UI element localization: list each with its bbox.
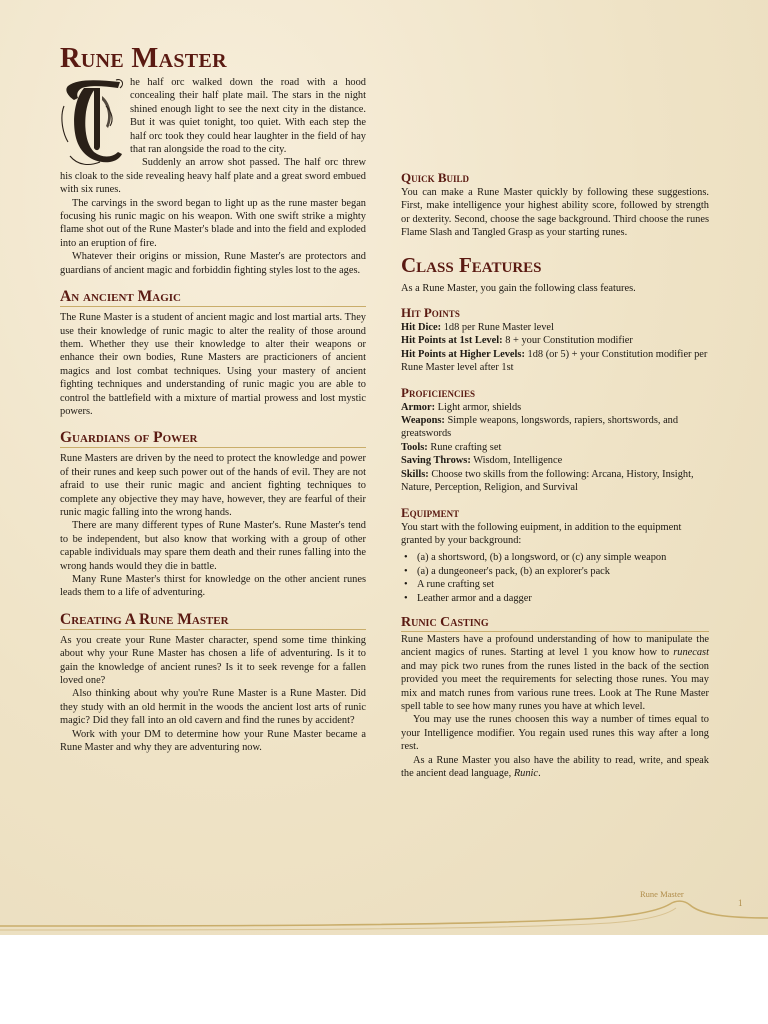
- saving-throws-line: [401, 454, 709, 467]
- equipment-item: • (a) a shortsword, (b) a longsword, or (c) any simple weapon: [415, 551, 709, 564]
- skills-value: Choose two skills from the following: Arcana, History, Insight, Nature, Perception, Religion, and Survival: [401, 468, 694, 494]
- heading-runic-casting: Runic Casting: [401, 616, 709, 632]
- skills-line: [401, 468, 709, 495]
- hit-points-higher-label: Hit Points at Higher Levels:: [401, 348, 525, 360]
- heading-equipment: Equipment: [401, 504, 460, 520]
- runic-language-term: Runic: [513, 768, 539, 779]
- heading-creating-a-rune-master: Creating A Rune Master: [60, 611, 366, 630]
- heading-ancient-magic: An ancient Magic: [60, 288, 366, 307]
- intro-paragraph-4: Whatever their origins or mission, Rune Master's are protectors and guardians of ancient magic and forbiddin fighting styles lost to the ages.: [60, 251, 366, 276]
- guardians-paragraph-1: Rune Masters are driven by the need to protect the knowledge and power of their runes and keep such power out of the hands of evil. They are not afraid to use their runic magic and ancient fighting techniques to complete any objective they may have, however, they are fearful of their runic magic falling into the wrong hands.: [60, 453, 366, 518]
- equipment-item: • (a) a dungeoneer's pack, (b) an explorer's pack: [415, 565, 709, 578]
- creating-paragraph-2: Also thinking about why you're Rune Master is a Rune Master. Did they study with an old hermit in the woods the ancient lost arts of runic magic? Did they fall into an old cavern and find the runes by accident?: [60, 688, 366, 727]
- runic-casting-paragraph-1: [401, 633, 709, 713]
- equipment-item: • A rune crafting set: [415, 578, 709, 591]
- guardians-paragraph-2: There are many different types of Rune Master's. Rune Master's tend to be independent, but also know that working with a group of other capable individuals may spare them death and their runes falling into the wrong hands would they die in battle.: [60, 520, 366, 572]
- right-column: [401, 171, 709, 780]
- tools-label: Tools:: [401, 441, 428, 453]
- hit-points-first-line: [401, 334, 709, 347]
- creating-paragraph-1: As you create your Rune Master character, spend some time thinking about why your Rune Master has chosen a life of adventuring. Is it to gain the knowledge of ancient runes? Is it to seek revenge for a fallen loved one?: [60, 634, 366, 687]
- guardians-paragraph-3: Many Rune Master's thirst for knowledge on the other ancient runes leads them to a life of adventuring.: [60, 574, 366, 599]
- skills-label: Skills:: [401, 468, 429, 480]
- left-column: [60, 44, 366, 754]
- runic-casting-paragraph-2: You may use the runes choosen this way a number of times equal to your Intelligence modifier. You regain used runes this way after a long rest.: [401, 714, 709, 753]
- runic-casting-text: Rune Masters have a profound understanding of how to manipulate the ancient magics of runes. Starting at level 1 you know how to: [401, 633, 709, 659]
- page-title: Rune Master: [60, 43, 227, 74]
- equipment-intro: You start with the following euipment, in addition to the equipment granted by your background:: [401, 521, 682, 546]
- intro-paragraph-2: Suddenly an arrow shot passed. The half orc threw his cloak to the side revealing heavy half plate and a great sword embued with six runes.: [60, 157, 366, 196]
- armor-label: Armor:: [401, 401, 436, 413]
- weapons-value: Simple weapons, longswords, rapiers, shortswords, and greatswords: [401, 415, 679, 440]
- hit-dice-line: [401, 321, 709, 334]
- heading-proficiencies: Proficiencies: [401, 384, 475, 400]
- heading-quick-build: Quick Build: [401, 170, 470, 185]
- runic-casting-text: .: [538, 768, 541, 779]
- saving-throws-value: Wisdom, Intelligence: [470, 455, 563, 467]
- hit-dice-value: 1d8 per Rune Master level: [441, 322, 554, 334]
- armor-value: Light armor, shields: [435, 401, 522, 413]
- runic-casting-text: As a Rune Master you also have the ability to read, write, and speak the ancient dead language,: [401, 754, 709, 779]
- equipment-item: • Leather armor and a dagger: [415, 592, 709, 605]
- heading-class-features: Class Features: [401, 252, 542, 277]
- ancient-magic-paragraph: The Rune Master is a student of ancient magic and lost martial arts. They use their knowledge of runic magic to alter the reality of those around them. Whether they use their knowledge to alter their weapons or enhance their own bodies, Rune Masters are practicioners of ancient magics and lost combat techniques. Using your mastery of ancient fighting techniques and understanding of runic magic you are able to control the battlefield with a mixture of martial prowess and lost mystic powers.: [60, 312, 366, 417]
- dropcap-letter-image: [60, 76, 126, 168]
- class-features-intro: As a Rune Master, you gain the following class features.: [401, 282, 636, 294]
- runecast-term: runecast: [673, 647, 709, 659]
- hit-points-first-label: Hit Points at 1st Level:: [401, 335, 503, 347]
- saving-throws-label: Saving Throws:: [401, 455, 471, 467]
- hit-points-higher-line: [401, 348, 709, 375]
- intro-paragraph-3: The carvings in the sword began to light up as the rune master began focusing his runic magic on his weapon. With one swift strike a mighty flame shot out of the Rune Master's blade and into the field and exploded into an eruption of fire.: [60, 197, 366, 249]
- footer-label: Rune Master: [640, 889, 684, 899]
- armor-line: [401, 401, 709, 414]
- quick-build-paragraph: You can make a Rune Master quickly by following these suggestions. First, make intelligence your highest ability score, followed by strength or dexterity. Second, choose the sage background. Third choose the runes Flame Slash and Tangled Grasp as your starting runes.: [401, 187, 709, 239]
- heading-guardians-of-power: Guardians of Power: [60, 429, 366, 448]
- intro-paragraph-1: he half orc walked down the road with a hood concealing their half plate mail. The stars in the night shined enough light to see the next city in the distance. But it was quiet tonight, too quiet. With each step the half orc took they could hear laughter in the field of hay that ran alongside the road to the city.: [130, 77, 366, 156]
- footer-ornament: [0, 896, 768, 935]
- hit-points-higher-value: 1d8 (or 5) + your Constitution modifier per Rune Master level after 1st: [401, 348, 708, 374]
- equipment-list: [401, 551, 709, 605]
- weapons-label: Weapons:: [401, 415, 445, 427]
- page-number: 1: [738, 898, 743, 908]
- tools-value: Rune crafting set: [427, 441, 502, 453]
- tools-line: [401, 441, 709, 454]
- hit-points-first-value: 8 + your Constitution modifier: [502, 335, 633, 347]
- weapons-line: [401, 414, 709, 441]
- creating-paragraph-3: Work with your DM to determine how your Rune Master became a Rune Master and why they are adventuring now.: [60, 728, 366, 754]
- runic-casting-paragraph-3: [401, 754, 709, 781]
- hit-dice-label: Hit Dice:: [401, 322, 442, 334]
- runic-casting-text: and may pick two runes from the runes listed in the back of the section provided you meet the requirements for selecting those runes. You may mix and match runes from various rune trees. Look at The Rune Master spell table to see how many runes you have at which level.: [401, 660, 709, 712]
- heading-hit-points: Hit Points: [401, 305, 460, 321]
